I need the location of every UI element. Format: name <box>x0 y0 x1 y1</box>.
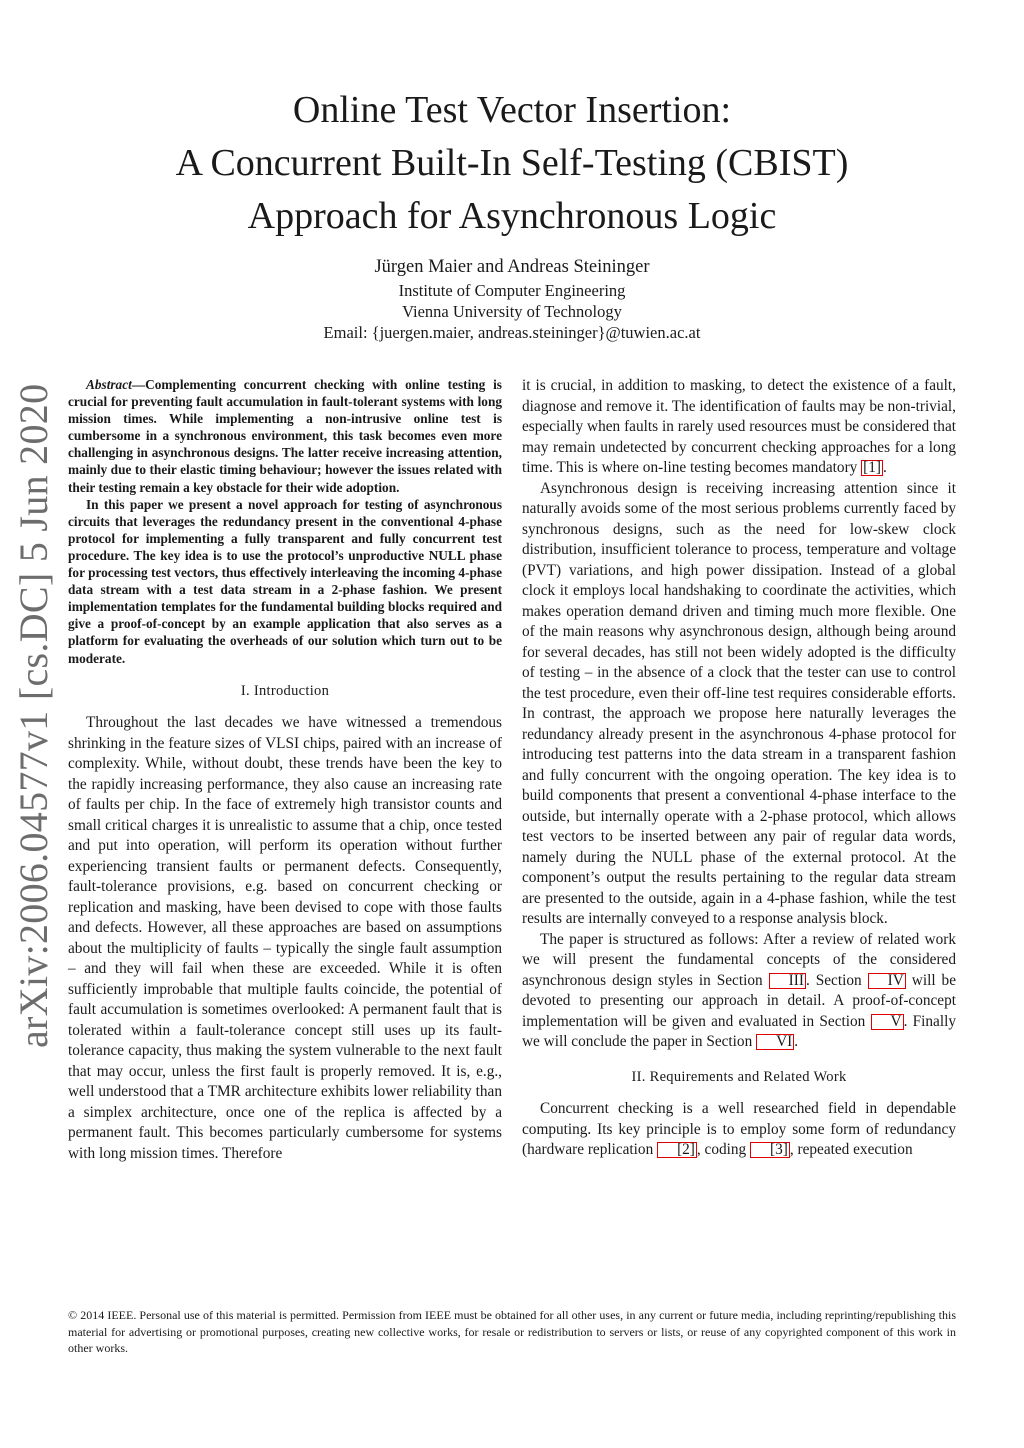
section-2-heading: II. Requirements and Related Work <box>631 1068 847 1085</box>
author-institute: Institute of Computer Engineering <box>398 281 626 300</box>
intro-p1-end: . <box>883 459 887 476</box>
citation-link-3[interactable]: [3] <box>750 1142 790 1158</box>
intro-paragraph-1: Throughout the last decades we have witnessed a tremendous shrinking in the feature sizes of VLSI chips, paired with an increase of complexity. While, without doubt, these trends have been the key to the rapidly increasing performance, they also cause an increasing rate of faults per chip. In the face of extremely high transistor counts and small critical charges it is unrealistic to assume that a chip, once tested and put into operation, will perform its operation without further experiencing transient faults or permanent defects. Consequently, fault-tolerance provisions, e.g. based on concurrent checking or replication and masking, have been devised to cope with those faults and defects. However, all these approaches are based on assumptions about the multiplicity of faults – typically the single fault assumption – and they will fail when these are exceeded. While it is often sufficiently improbable that multiple faults coincide, the potential of fault accumulation is sometimes overlooked: A permanent fault that is tolerated within a fault-tolerance concept still uses up its fault-tolerance capacity, thus making the system vulnerable to the next fault that may occur, unless the first fault is properly removed. It is, e.g., well understood that a TMR architecture exhibits lower reliability than a simplex architecture, once one of the replica is affected by a permanent fault. This becomes particularly cumbersome for systems with long mission times. Therefore <box>68 714 502 1162</box>
intro-p3-text-c: will be devoted to presenting our approach in detail. A proof-of-concept implementation will be given and evaluated in Section <box>522 971 956 1030</box>
title-line-2: A Concurrent Built-In Self-Testing (CBIST) <box>175 142 849 184</box>
author-block <box>100 254 924 343</box>
intro-paragraph-1-continued <box>522 376 956 479</box>
author-names: Jürgen Maier and Andreas Steininger <box>374 257 650 277</box>
intro-paragraph-3 <box>522 930 956 1053</box>
citation-link-2[interactable]: [2] <box>657 1142 697 1158</box>
paper-title <box>100 84 924 243</box>
left-column <box>68 376 502 1164</box>
section-link-vi[interactable]: VI <box>756 1034 794 1050</box>
intro-paragraph-2: Asynchronous design is receiving increasing attention since it naturally avoids some of the most serious problems currently faced by synchronous designs, such as the need for low-skew clock distribution, insufficient tolerance to process, temperature and voltage (PVT) variations, and high power dissipation. Instead of a global clock it employs local handshaking to coordinate the activities, which makes operation demand driven and timing much more flexible. One of the main reasons why asynchronous design, although being around for several decades, has still not been widely adopted is the difficulty of testing – in the absence of a clock that the tester can use to control the test procedure, even their off-line test requires considerable efforts. In contrast, the approach we propose here naturally leverages the redundancy already present in the asynchronous 4-phase protocol for introducing test patterns into the data stream in a transparent fashion and fully concurrent with the ongoing operation. The key idea is to build components that present a conventional 4-phase interface to the outside, but internally operate with a 2-phase protocol, which allows test vectors to be inserted between any pair of regular data words, namely during the NULL phase of the external protocol. At the component’s output the results pertaining to the regular data stream are presented to the outside, again in a 4-phase fashion, while the test results are internally conveyed to a response analysis block. <box>522 479 956 927</box>
arxiv-identifier: arXiv:2006.04577v1 [cs.DC] 5 Jun 2020 <box>11 383 56 1048</box>
citation-link-1[interactable]: [1] <box>863 459 881 476</box>
intro-p3-text-b: . Section <box>805 971 868 989</box>
section-1-heading: I. Introduction <box>240 682 330 699</box>
intro-p3-text-e: . <box>794 1033 799 1050</box>
abstract-label: Abstract <box>86 377 132 392</box>
intro-p3-text-a: The paper is structured as follows: After a review of related work we will present the fundamental concepts of the considered asynchronous design styles in Section <box>522 930 956 989</box>
abstract-paragraph-2: In this paper we present a novel approach for testing of asynchronous circuits that leverages the redundancy present in the conventional 4-phase protocol for implementing a fully transparent and fully concurrent test procedure. The key idea is to use the protocol’s unproductive NULL phase for processing test vectors, thus effectively interleaving the incoming 4-phase data stream with a test data stream in a 2-phase fashion. We present implementation templates for the fundamental building blocks required and give a proof-of-concept by an example application that also serves as a platform for evaluating the overheads of our solution which turn out to be moderate. <box>68 496 502 666</box>
title-line-1: Online Test Vector Insertion: <box>292 89 732 131</box>
section-link-iii[interactable]: III <box>769 973 806 989</box>
section-link-v[interactable]: V <box>871 1014 904 1030</box>
abstract-paragraph-1 <box>68 376 502 496</box>
author-email: Email: {juergen.maier, andreas.steininger}@tuwien.ac.at <box>323 323 701 342</box>
section-link-iv[interactable]: IV <box>868 973 906 989</box>
related-p1-text-b: , coding <box>696 1141 751 1158</box>
intro-p3-text-d: . Finally we will conclude the paper in Section <box>522 1012 956 1050</box>
abstract-text-1: —Complementing concurrent checking with online testing is crucial for preventing fault accumulation in fault-tolerant systems with long mission times. While implementing a non-intrusive online test is cumbersome in a synchronous environment, this task becomes even more challenging in asynchronous designs. The latter receive increasing attention, mainly due to their elastic timing behaviour; however the issues related with their testing remain a key obstacle for their wide adoption. <box>68 377 502 495</box>
intro-p1-cont-text: it is crucial, in addition to masking, to detect the existence of a fault, diagnose and remove it. The identification of faults may be non-trivial, especially when faults in rarely used resources must be considered that may remain undetected by concurrent checking approaches for a long time. This is where on-line testing becomes mandatory <box>522 377 956 476</box>
copyright-notice: © 2014 IEEE. Personal use of this material is permitted. Permission from IEEE must be obtained for all other uses, in any current or future media, including reprinting/republishing this material for advertising or promotional purposes, creating new collective works, for resale or redistribution to servers or lists, or reuse of any copyrighted component of this work in other works. <box>68 1308 956 1355</box>
related-p1-text-c: , repeated execution <box>789 1141 913 1158</box>
related-work-paragraph-1 <box>522 1099 956 1161</box>
related-p1-text-a: Concurrent checking is a well researched field in dependable computing. Its key principle is to employ some form of redundancy (hardware replication <box>522 1100 956 1158</box>
right-column <box>522 376 956 1161</box>
author-university: Vienna University of Technology <box>402 302 622 321</box>
title-line-3: Approach for Asynchronous Logic <box>247 195 777 237</box>
